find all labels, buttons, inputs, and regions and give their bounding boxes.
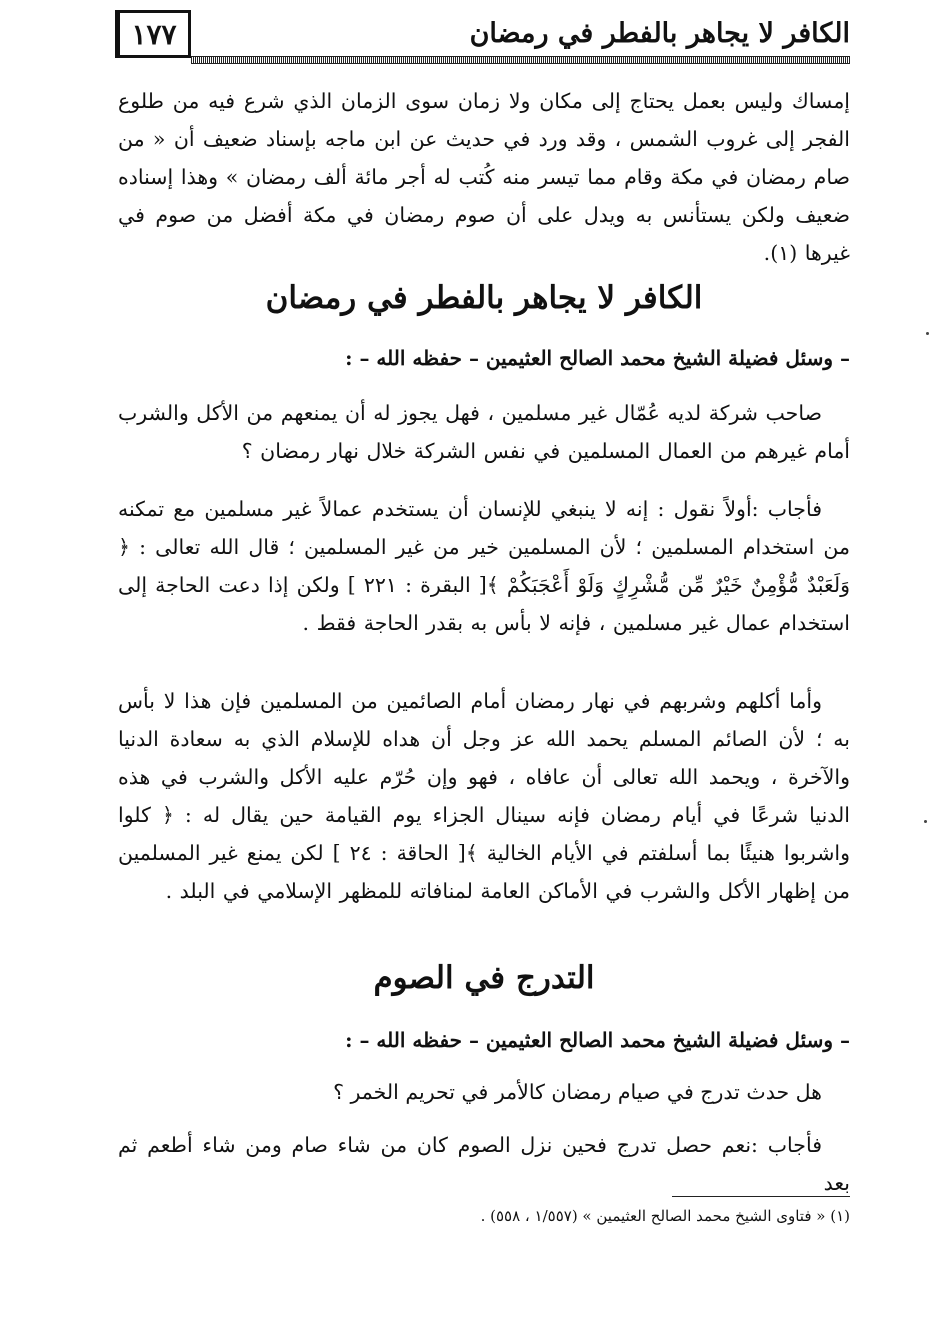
scan-speck bbox=[924, 820, 927, 823]
footnote: (١) « فتاوى الشيخ محمد الصالح العثيمين » (١/٥٥٧ ، ٥٥٨) . bbox=[480, 1207, 850, 1225]
section-kafir bbox=[118, 270, 850, 326]
section-kafir-answer-1-block bbox=[118, 490, 850, 642]
answer-paragraph-1: فأجاب :أولاً نقول : إنه لا ينبغي للإنسان أن يستخدم عمالاً غير مسلمين مع تمكنه من استخدام المسلمين ؛ لأن المسلمين خير من غير المسلمين ؛ قال الله تعالى : ﴿ وَلَعَبْدٌ مُّؤْمِنٌ خَيْرٌ مِّن مُّشْرِكٍ وَلَوْ أَعْجَبَكُمْ ﴾[ البقرة : ٢٢١ ] ولكن إذا دعت الحاجة إلى استخدام عمال غير مسلمين ، فإنه لا بأس به بقدر الحاجة فقط . bbox=[118, 497, 851, 635]
footnote-divider bbox=[672, 1196, 850, 1197]
section-heading: الكافر لا يجاهر بالفطر في رمضان bbox=[265, 280, 703, 316]
scan-speck bbox=[926, 332, 929, 335]
section-kafir-question-block bbox=[118, 394, 850, 470]
running-title: الكافر لا يجاهر بالفطر في رمضان bbox=[469, 18, 850, 49]
section-kafir-answer-2-block bbox=[118, 682, 850, 910]
section-tadarruj-answer-block bbox=[118, 1126, 850, 1202]
question-text: صاحب شركة لديه عُمّال غير مسلمين ، فهل يجوز له أن يمنعهم من الأكل والشرب أمام غيرهم من العمال المسلمين في نفس الشركة خلال نهار رمضان ؟ bbox=[118, 401, 850, 463]
section-heading: التدرج في الصوم bbox=[373, 960, 595, 996]
page-header bbox=[115, 10, 850, 66]
section-kafir-intro-block bbox=[118, 340, 850, 376]
question-text: هل حدث تدرج في صيام رمضان كالأمر في تحريم الخمر ؟ bbox=[333, 1080, 822, 1104]
section-tadarruj-question-block bbox=[118, 1072, 850, 1112]
continuation-block bbox=[118, 82, 850, 272]
question-intro: – وسئل فضيلة الشيخ محمد الصالح العثيمين – حفظه الله – : bbox=[345, 346, 850, 370]
header-rule bbox=[191, 56, 850, 64]
answer-paragraph: فأجاب :نعم حصل تدرج فحين نزل الصوم كان من شاء صام ومن شاء أطعم ثم بعد bbox=[118, 1133, 850, 1195]
answer-paragraph-2: وأما أكلهم وشربهم في نهار رمضان أمام الصائمين من المسلمين فإن هذا لا بأس به ؛ لأن الصائم المسلم يحمد الله عز وجل أن هداه للإسلام الذي به سعادة الدنيا والآخرة ، ويحمد الله تعالى أن عافاه ، فهو وإن حُرّم عليه الأكل والشرب في هذه الدنيا شرعًا في أيام رمضان فإنه سينال الجزاء يوم القيامة حين يقال له : ﴿ كلوا واشربوا هنيئًا بما أسلفتم في الأيام الخالية ﴾[ الحاقة : ٢٤ ] لكن يمنع غير المسلمين من إظهار الأكل والشرب في الأماكن العامة لمنافاته للمظهر الإسلامي في البلد . bbox=[118, 689, 850, 903]
continuation-paragraph: إمساك وليس بعمل يحتاج إلى مكان ولا زمان سوى الزمان الذي شرع فيه من طلوع الفجر إلى غروب الشمس ، وقد ورد في حديث عن ابن ماجه بإسناد ضعيف أن « من صام رمضان في مكة وقام مما تيسر منه كُتب له أجر مائة ألف رمضان » وهذا إسناده ضعيف ولكن يستأنس به ويدل على أن صوم رمضان في مكة أفضل من صوم في غيرها (١). bbox=[118, 89, 850, 265]
question-intro: – وسئل فضيلة الشيخ محمد الصالح العثيمين – حفظه الله – : bbox=[345, 1028, 850, 1052]
page-number: ١٧٧ bbox=[115, 10, 191, 58]
section-tadarruj-intro-block bbox=[118, 1022, 850, 1058]
section-tadarruj bbox=[118, 950, 850, 1006]
